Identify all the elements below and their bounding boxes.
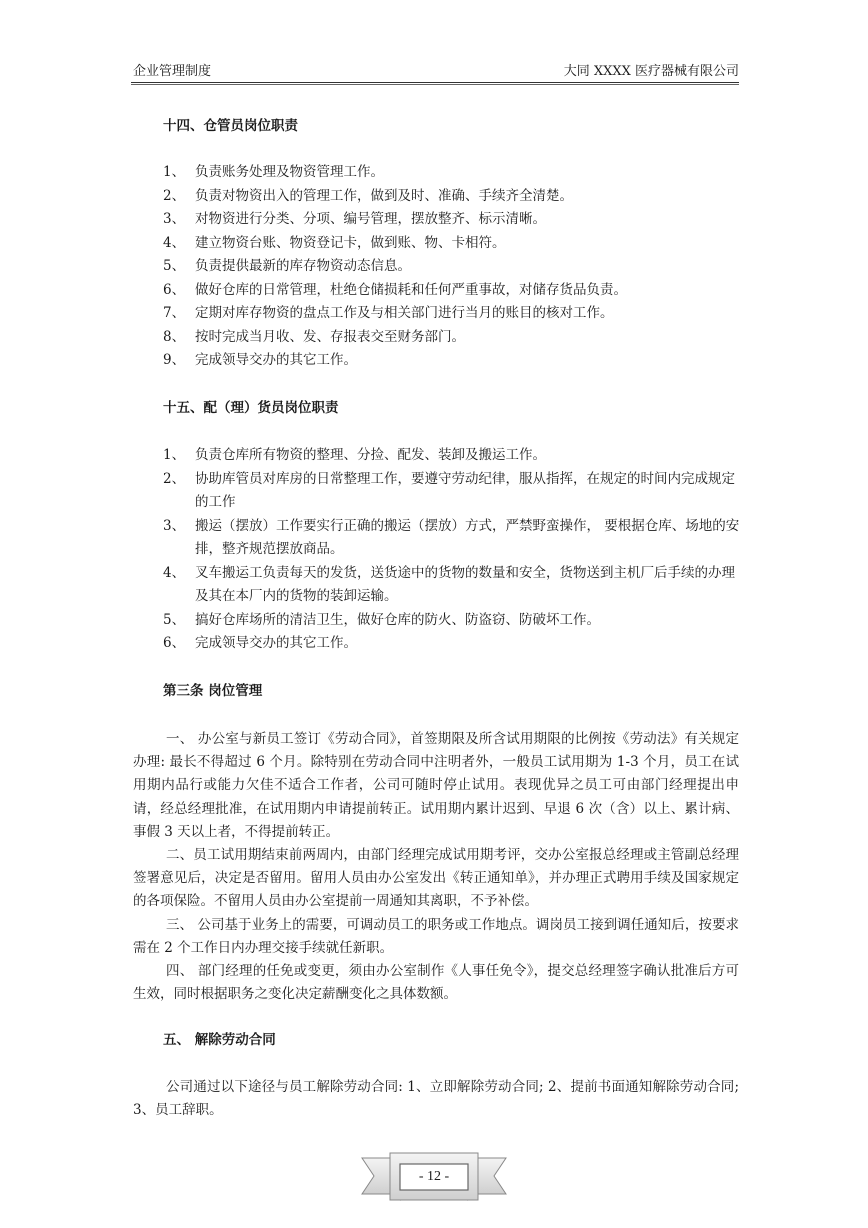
list-item: 8、 按时完成当月收、发、存报表交至财务部门。: [163, 328, 465, 345]
list-item: 3、 对物资进行分类、分项、编号管理，摆放整齐、标示清晰。: [163, 211, 546, 227]
page-header: [131, 63, 739, 81]
article-3-heading: 第三条 岗位管理: [163, 683, 263, 699]
article-3-body: [133, 728, 739, 1006]
article-3-paragraph-1: 一、 办公室与新员工签订《劳动合同》，首签期限及所含试用期限的比例按《劳动法》有关规定办理: 最长不得超过 6 个月。除特别在劳动合同中注明者外，一般员工试用期为 1-3 个月，员工在试用期内品行或能力欠佳不适合工作者，公司可随时停止试用。表现优异之员工可由部门经理提出申请，经总经理批准，在试用期内申请提前转正。试用期内累计迟到、早退 6 次（含）以上、累计病、事假 3 天以上者，不得提前转正。: [133, 731, 739, 840]
page-number: - 12 -: [418, 1169, 450, 1184]
section-14-heading: 十四、仓管员岗位职责: [163, 118, 298, 134]
header-divider-thin: [131, 84, 739, 85]
list-item: 6、 完成领导交办的其它工作。: [163, 635, 357, 651]
section-15-heading: 十五、配（理）货员岗位职责: [163, 400, 339, 416]
list-item: 2、 负责对物资出入的管理工作，做到及时、准确、手续齐全清楚。: [163, 187, 573, 204]
list-item: 3、 搬运（摆放）工作要实行正确的搬运（摆放）方式，严禁野蛮操作， 要根据仓库、场地的安排，整齐规范摆放商品。: [163, 517, 740, 557]
list-item: 1、 负责仓库所有物资的整理、分捡、配发、装卸及搬运工作。: [163, 447, 546, 463]
list-item: 1、 负责账务处理及物资管理工作。: [163, 164, 384, 180]
section-5-paragraph: 公司通过以下途径与员工解除劳动合同: 1、立即解除劳动合同; 2、提前书面通知解除劳动合同; 3、员工辞职。: [133, 1079, 739, 1119]
list-item: 5、 负责提供最新的库存物资动态信息。: [163, 258, 411, 274]
header-company-name: 大同 XXXX 医疗器械有限公司: [563, 64, 739, 79]
article-3-paragraph-3: 三、 公司基于业务上的需要，可调动员工的职务或工作地点。调岗员工接到调任通知后，按要求需在 2 个工作日内办理交接手续就任新职。: [133, 916, 739, 956]
list-item: 6、 做好仓库的日常管理，杜绝仓储损耗和任何严重事故，对储存货品负责。: [163, 281, 627, 298]
article-3-paragraph-2: 二、员工试用期结束前两周内，由部门经理完成试用期考评，交办公室报总经理或主管副总经理签署意见后，决定是否留用。留用人员由办公室发出《转正通知单》，并办理正式聘用手续及国家规定的各项保险。不留用人员由办公室提前一周通知其离职，不予补偿。: [133, 847, 739, 910]
list-item: 4、 建立物资台账、物资登记卡，做到账、物、卡相符。: [163, 234, 506, 251]
header-doc-title: 企业管理制度: [133, 64, 212, 79]
list-item: 2、 协助库管员对库房的日常整理工作，要遵守劳动纪律，服从指挥，在规定的时间内完成规定的工作: [163, 470, 735, 510]
list-item: 7、 定期对库存物资的盘点工作及与相关部门进行当月的账目的核对工作。: [163, 305, 614, 321]
list-item: 4、 叉车搬运工负责每天的发货，送货途中的货物的数量和安全，货物送到主机厂后手续的办理及其在本厂内的货物的装卸运输。: [163, 564, 735, 604]
section-14-list: [163, 161, 743, 373]
section-15-list: [163, 444, 743, 656]
list-item: 5、 搞好仓库场所的清洁卫生，做好仓库的防火、防盗窃、防破坏工作。: [163, 611, 600, 628]
list-item: 9、 完成领导交办的其它工作。: [163, 352, 357, 368]
article-3-paragraph-4: 四、 部门经理的任免或变更，须由办公室制作《人事任免令》，提交总经理签字确认批准后方可生效，同时根据职务之变化决定薪酬变化之具体数额。: [133, 963, 739, 1003]
section-5-heading: 五、 解除劳动合同: [163, 1032, 276, 1048]
page-footer: [360, 1150, 508, 1206]
header-divider: [131, 82, 739, 83]
